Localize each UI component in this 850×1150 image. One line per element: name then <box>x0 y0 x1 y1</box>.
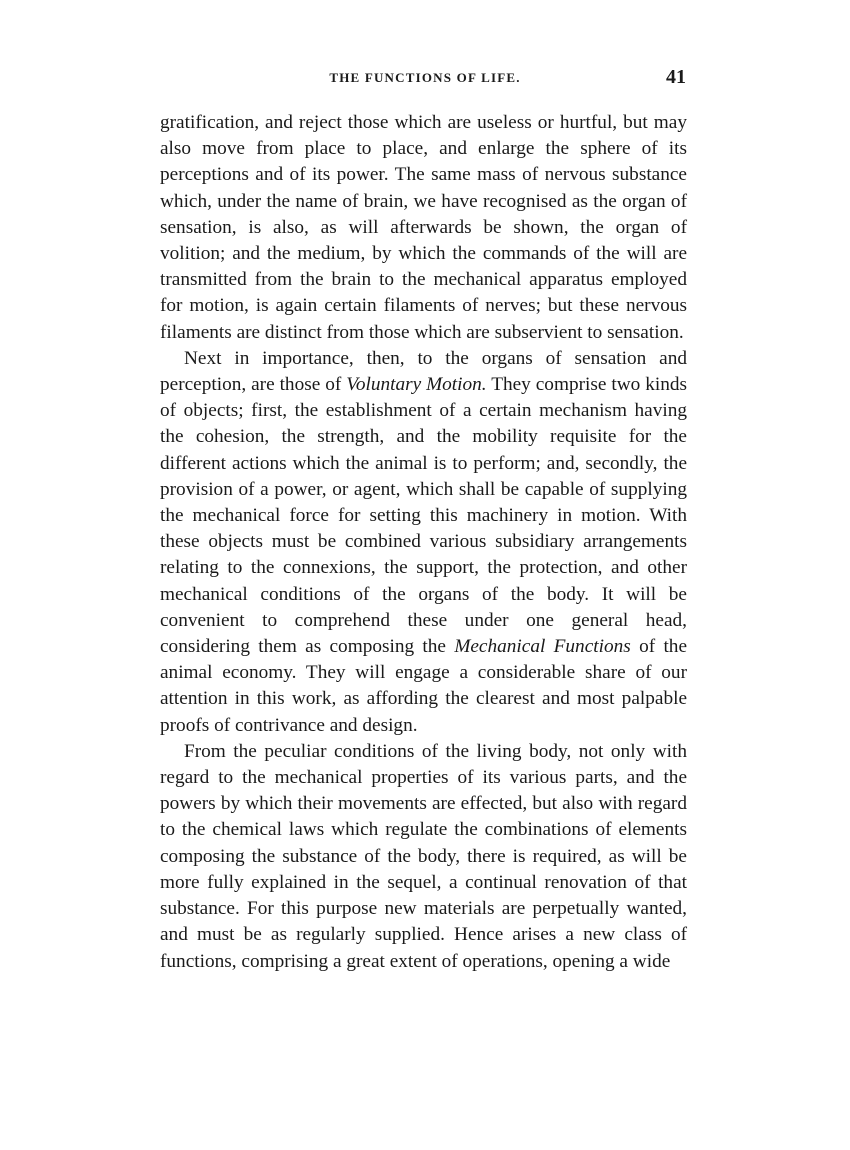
running-title: THE FUNCTIONS OF LIFE. <box>329 70 521 85</box>
emphasis-mechanical-functions: Mechanical Functions <box>454 636 631 658</box>
paragraph-2-text-b: They comprise two kinds of objects; first, the establishment of a certain mechanism having the cohesion, the strength, and the mobility requisite for the different actions which the animal is to perform; and, secondly, the provision of a power, or agent, which shall be capable of supplying the mechanical force for setting this machinery in motion. With these objects must be combined various subsidiary arrangements relating to the connexions, the support, the protection, and other mechanical conditions of the organs of the body. It will be convenient to comprehend these under one general head, considering them as composing the <box>160 374 687 658</box>
paragraph-2-text-a: Next in importance, then, to the organs of sensation and perception, are those of <box>160 347 687 396</box>
paragraph-2-text-c: of the animal economy. They will engage a considerable share of our attention in this work, as affording the clearest and most palpable proofs of contrivance and design. <box>160 636 688 736</box>
running-head <box>160 66 690 96</box>
paragraph-3: From the peculiar conditions of the living body, not only with regard to the mechanical properties of its various parts, and the powers by which their movements are effected, but also with regard to the chemical laws which regulate the combinations of elements composing the substance of the body, there is required, as will be more fully explained in the sequel, a continual renovation of that substance. For this purpose new materials are perpetually wanted, and must be as regularly supplied. Hence arises a new class of functions, comprising a great extent of operations, opening a wide <box>160 740 687 972</box>
body-text <box>160 110 687 975</box>
emphasis-voluntary-motion: Voluntary Motion. <box>346 374 487 396</box>
paragraph-1: gratification, and reject those which are useless or hurtful, but may also move from place to place, and enlarge the sphere of its perceptions and of its power. The same mass of nervous substance which, under the name of brain, we have recognised as the organ of sensation, is also, as will afterwards be shown, the organ of volition; and the medium, by which the commands of the will are transmitted from the brain to the mechanical apparatus employed for motion, is again certain filaments of nerves; but these nervous filaments are distinct from those which are subservient to sensation. <box>160 112 687 343</box>
paragraph-2 <box>160 346 687 739</box>
page-number: 41 <box>666 66 686 88</box>
